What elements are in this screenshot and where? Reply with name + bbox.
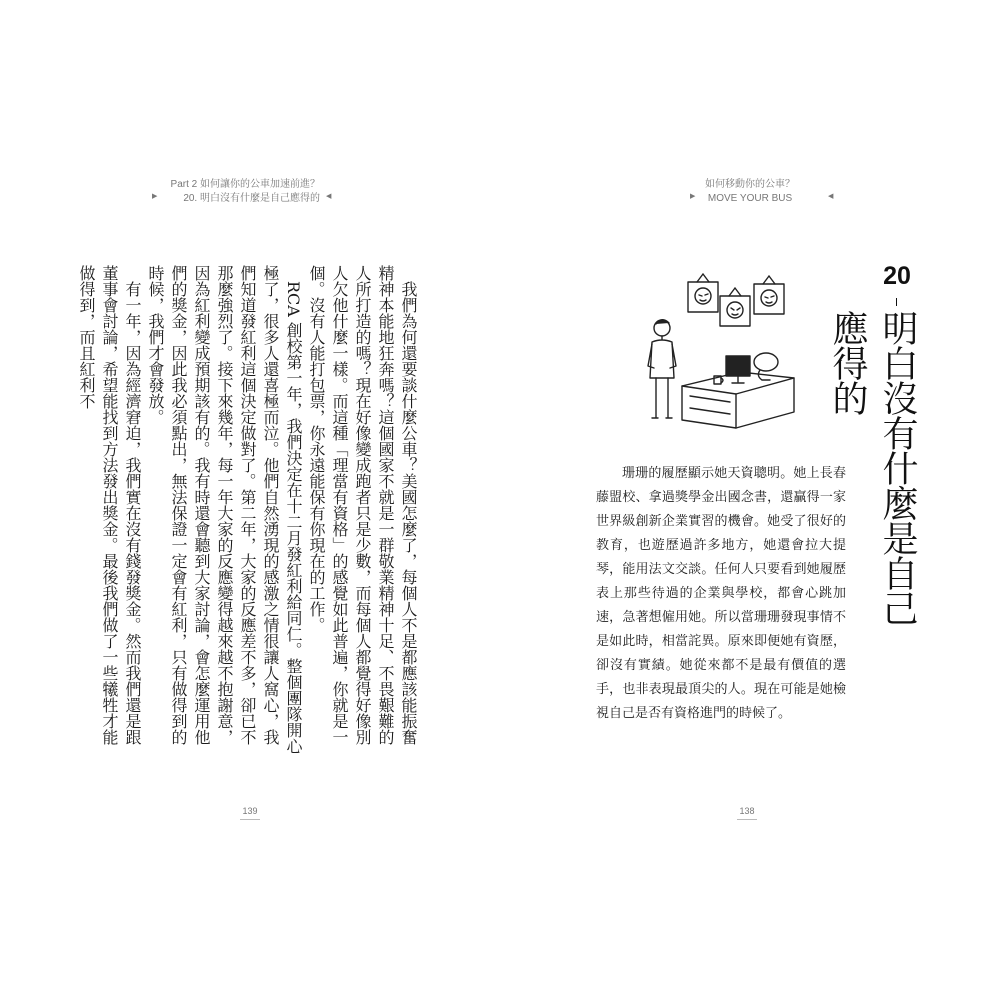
triangle-right-icon: ▶ bbox=[690, 192, 696, 200]
portrait-frame-icon bbox=[754, 276, 784, 314]
paragraph-1: 我們為何還要談什麼公車？美國怎麼了，每個人不是都應該能振奮精神本能地狂奔嗎？這個國家不就是一群敬業精神十足、不畏艱難的人所打造的嗎？現在好像變成跑者只是少數，而每個人都覺得好像別人欠他什麼一樣。而這種「理當有資格」的感覺如此普遍，你就是一個。沒有人能打包票，你永遠能保有你現在的工作。 bbox=[307, 265, 418, 745]
chapter-title: 明白沒有什麼是自己應得的 bbox=[827, 310, 918, 625]
chapter-number: 20 bbox=[883, 262, 911, 290]
triangle-left-icon: ◀ bbox=[828, 192, 834, 200]
person-figure-icon bbox=[648, 320, 676, 418]
body-text-vertical bbox=[75, 265, 420, 755]
running-head-book: 如何移動你的公車？ bbox=[705, 179, 795, 190]
running-head-left bbox=[171, 178, 320, 206]
chapter-divider bbox=[896, 298, 897, 306]
body-text-horizontal bbox=[596, 462, 846, 726]
office-illustration bbox=[630, 270, 800, 435]
running-head-english: MOVE YOUR BUS bbox=[707, 193, 793, 204]
triangle-right-icon: ▶ bbox=[152, 192, 158, 200]
running-head-chapter: 20. 明白沒有什麼是自己應得的 bbox=[183, 193, 320, 204]
running-head-part: Part 2 如何讓你的公車加速前進？ bbox=[170, 179, 320, 190]
monitor-icon bbox=[726, 356, 750, 383]
portrait-frame-icon bbox=[720, 288, 750, 326]
portrait-frame-icon bbox=[688, 274, 718, 312]
triangle-left-icon: ◀ bbox=[326, 192, 332, 200]
running-head-right bbox=[705, 178, 795, 206]
page-number-right: 138 bbox=[727, 806, 767, 820]
page-number-left: 139 bbox=[230, 806, 270, 820]
paragraph-intro: 珊珊的履歷顯示她天資聰明。她上長春藤盟校、拿過獎學金出國念書，還贏得一家世界級創新企業實習的機會。她受了很好的教育，也遊歷過許多地方，她還會拉大提琴，能用法文交談。任何人只要看到她履歷表上那些待過的企業與學校，都會心跳加速，急著想僱用她。所以當珊珊發現事情不是如此時，相當詫異。原來即便她有資歷，卻沒有實績。她從來都不是最有價值的選手，也非表現最頂尖的人。現在可能是她檢視自己是否有資格進門的時候了。 bbox=[596, 466, 846, 721]
paragraph-3: 有一年，因為經濟窘迫，我們實在沒有錢發獎金。然而我們還是跟董事會討論，希望能找到方法發出獎金。最後我們做了一些犧牲才能做得到，而且紅利不 bbox=[77, 265, 142, 745]
paragraph-2: RCA 創校第一年，我們決定在十二月發紅利給同仁。整個團隊開心極了，很多人還喜極而泣。他們自然湧現的感激之情很讓人窩心，我們知道發紅利這個決定做對了。第二年，大家的反應差不多，卻已不那麼強烈了。接下來幾年，每一年大家的反應變得越來越不抱謝意，因為紅利變成預期該有的。我有時還會聽到大家討論，會怎麼運用他們的獎金，因此我必須點出，無法保證一定會有紅利，只有做得到的時候，我們才會發放。 bbox=[146, 265, 303, 754]
